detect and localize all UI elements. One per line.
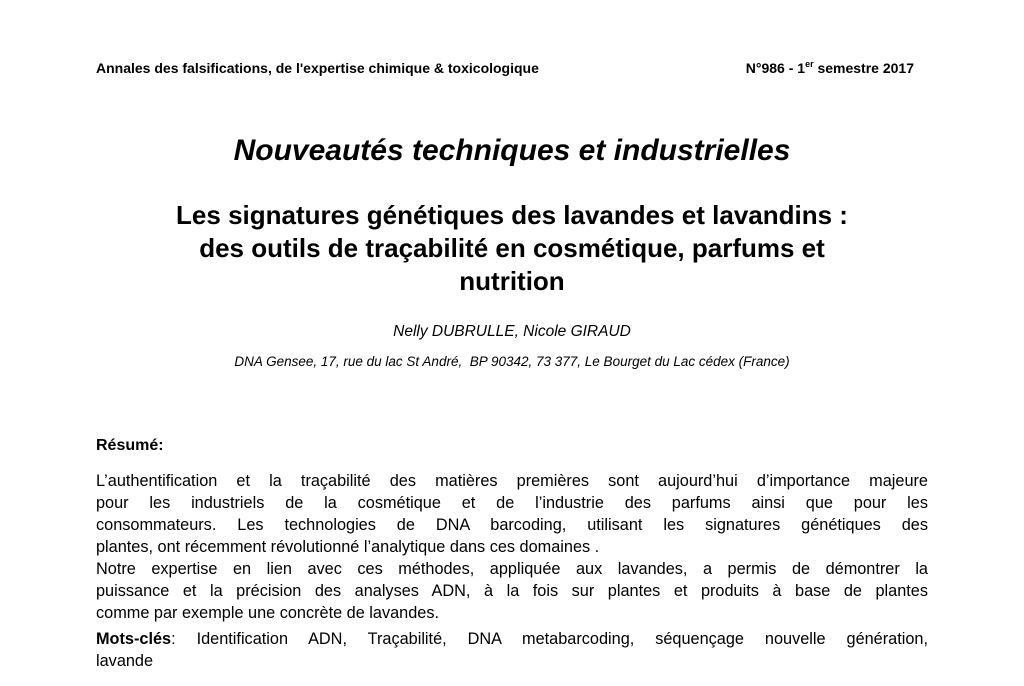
abstract-line: consommateurs. Les technologies de DNA barcoding, utilisant les signatures génétiques des [96, 516, 928, 534]
issue-info [746, 60, 914, 76]
keywords-text: : Identification ADN, Traçabilité, DNA metabarcoding, séquençage nouvelle génération, [171, 630, 928, 648]
article-title-line: nutrition [459, 266, 565, 296]
issue-superscript: er [805, 59, 814, 69]
issue-semester: semestre 2017 [813, 60, 914, 76]
abstract-line: plantes, ont récemment révolutionné l’analytique dans ces domaines . [96, 538, 600, 556]
article-title [60, 199, 964, 298]
abstract-line: L’authentification et la traçabilité des matières premières sont aujourd’hui d’importance majeure [96, 472, 928, 490]
affiliation: DNA Gensee, 17, rue du lac St André, BP 90342, 73 377, Le Bourget du Lac cédex (France) [234, 354, 790, 369]
keywords-line [96, 628, 928, 650]
authors: Nelly DUBRULLE, Nicole GIRAUD [393, 323, 631, 340]
article-title-line: des outils de traçabilité en cosmétique, parfums et [199, 233, 825, 263]
abstract-line: Notre expertise en lien avec ces méthodes, appliquée aux lavandes, a permis de démontrer la [96, 560, 928, 578]
section-title: Nouveautés techniques et industrielles [233, 134, 791, 167]
keywords [96, 628, 928, 672]
abstract-line: pour les industriels de la cosmétique et de l’industrie des parfums ainsi que pour les [96, 494, 928, 512]
abstract-heading: Résumé: [96, 437, 164, 454]
keywords-label: Mots-clés [96, 630, 172, 648]
running-header [96, 60, 914, 80]
abstract-line: comme par exemple une concrète de lavandes. [96, 604, 440, 622]
abstract-body [96, 470, 928, 624]
abstract-line: puissance et la précision des analyses ADN, à la fois sur plantes et produits à base de plantes [96, 582, 928, 600]
article-title-line: Les signatures génétiques des lavandes et lavandins : [176, 200, 848, 230]
issue-number: N°986 - 1 [745, 60, 806, 76]
keywords-line: lavande [96, 652, 154, 670]
journal-name: Annales des falsifications, de l'expertise chimique & toxicologique [96, 60, 539, 76]
